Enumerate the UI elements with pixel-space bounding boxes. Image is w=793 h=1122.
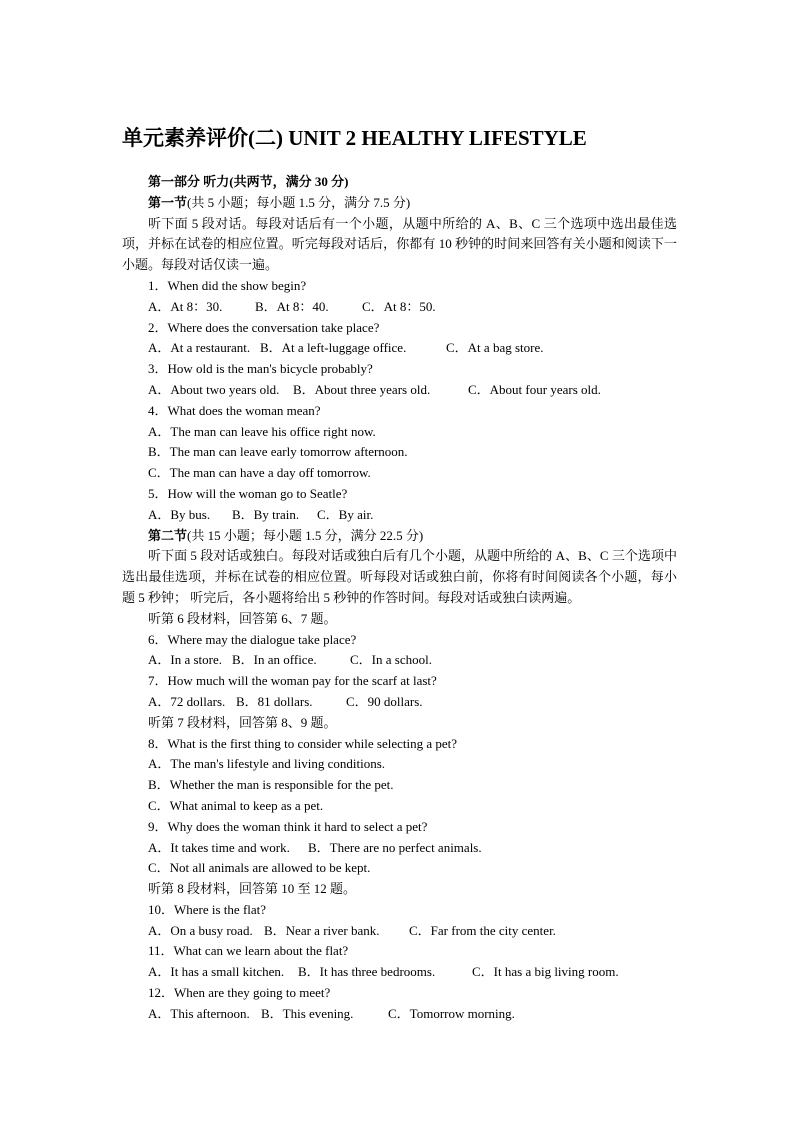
material-8-note: 听第 8 段材料，回答第 10 至 12 题。 (148, 881, 357, 897)
question-1: 1．When did the show begin? (148, 277, 307, 293)
option-c: C．Not all animals are allowed to be kept. (148, 860, 371, 876)
question-8: 8．What is the first thing to consider while selecting a pet? (148, 735, 458, 751)
section1-label: 第一节 (148, 194, 188, 210)
option-c: C．About four years old. (468, 381, 601, 397)
material-6-note: 听第 6 段材料，回答第 6、7 题。 (148, 610, 337, 626)
question-2-options (122, 338, 677, 359)
option-a: A．The man's lifestyle and living conditions. (148, 756, 386, 772)
option-b: B．81 dollars. (236, 693, 313, 709)
page-title: 单元素养评价(二) UNIT 2 HEALTHY LIFESTYLE (122, 126, 587, 150)
question-11-options (122, 962, 677, 983)
option-a: A．The man can leave his office right now. (148, 423, 376, 439)
question-6: 6．Where may the dialogue take place? (148, 631, 357, 647)
option-a: A．It has a small kitchen. (148, 964, 285, 980)
question-4: 4．What does the woman mean? (148, 402, 321, 418)
option-c: C．What animal to keep as a pet. (148, 797, 324, 813)
question-12-options (122, 1004, 677, 1025)
question-1-options (122, 297, 677, 318)
question-9: 9．Why does the woman think it hard to select a pet? (148, 818, 428, 834)
option-b: B．Whether the man is responsible for the pet. (148, 777, 394, 793)
question-3-options (122, 380, 677, 401)
option-a: A．About two years old. (148, 381, 280, 397)
option-c: C．By air. (317, 506, 374, 522)
option-a: A．In a store. (148, 652, 223, 668)
question-2: 2．Where does the conversation take place? (148, 319, 380, 335)
option-a: A．On a busy road. (148, 922, 253, 938)
section2-label: 第二节 (148, 527, 188, 543)
option-a: A．It takes time and work. (148, 839, 290, 855)
option-b: B．In an office. (232, 652, 317, 668)
option-c: C．Far from the city center. (409, 922, 556, 938)
part1-heading: 第一部分 听力(共两节，满分 30 分) (148, 174, 349, 189)
question-10-options (122, 921, 677, 942)
section1-scoring: (共 5 小题；每小题 1.5 分，满分 7.5 分) (187, 194, 411, 210)
section2-heading (122, 526, 677, 547)
question-5-options (122, 505, 677, 526)
option-a: A．At 8：30. (148, 298, 223, 314)
material-7-note: 听第 7 段材料，回答第 8、9 题。 (148, 714, 337, 730)
question-3: 3．How old is the man's bicycle probably? (148, 361, 373, 377)
section2-instructions: 听下面 5 段对话或独白。每段对话或独白后有几个小题，从题中所给的 A、B、C 三个选项中选出最佳选项，并标在试卷的相应位置。听每段对话或独白前，你将有时间阅读各个小题，每小题 5 秒钟； 听完后，各小题将给出 5 秒钟的作答时间。每段对话或独白读两遍。 (122, 548, 677, 605)
option-c: C．It has a big living room. (472, 964, 619, 980)
option-b: B．About three years old. (293, 381, 431, 397)
option-b: B．It has three bedrooms. (298, 964, 436, 980)
option-b: B．The man can leave early tomorrow afternoon. (148, 444, 408, 460)
option-c: C．In a school. (350, 652, 432, 668)
option-c: C．90 dollars. (346, 693, 423, 709)
question-10: 10．Where is the flat? (148, 901, 267, 917)
option-b: B．Near a river bank. (264, 922, 380, 938)
option-b: B．By train. (232, 506, 300, 522)
option-b: B．This evening. (261, 1005, 354, 1021)
question-11: 11．What can we learn about the flat? (148, 943, 349, 959)
option-c: C．At 8：50. (362, 298, 436, 314)
question-5: 5．How will the woman go to Seatle? (148, 485, 348, 501)
question-7-options (122, 692, 677, 713)
option-a: A．At a restaurant. (148, 340, 251, 356)
question-7: 7．How much will the woman pay for the scarf at last? (148, 673, 437, 689)
option-c: C．At a bag store. (446, 340, 544, 356)
document-body (122, 172, 677, 1025)
section1-heading (122, 193, 677, 214)
option-b: B．At 8：40. (255, 298, 329, 314)
option-c: C．The man can have a day off tomorrow. (148, 465, 371, 481)
question-9-options (122, 838, 677, 859)
option-a: A．This afternoon. (148, 1005, 250, 1021)
option-a: A．By bus. (148, 506, 211, 522)
option-b: B．At a left-luggage office. (260, 340, 407, 356)
section1-instructions: 听下面 5 段对话。每段对话后有一个小题，从题中所给的 A、B、C 三个选项中选出最佳选项，并标在试卷的相应位置。听完每段对话后，你都有 10 秒钟的时间来回答有关小题和阅读下一小题。每段对话仅读一遍。 (122, 215, 677, 273)
section2-scoring: (共 15 小题；每小题 1.5 分，满分 22.5 分) (187, 527, 424, 543)
question-6-options (122, 650, 677, 671)
question-12: 12．When are they going to meet? (148, 985, 331, 1001)
option-a: A．72 dollars. (148, 693, 226, 709)
option-b: B．There are no perfect animals. (308, 839, 482, 855)
option-c: C．Tomorrow morning. (388, 1005, 515, 1021)
